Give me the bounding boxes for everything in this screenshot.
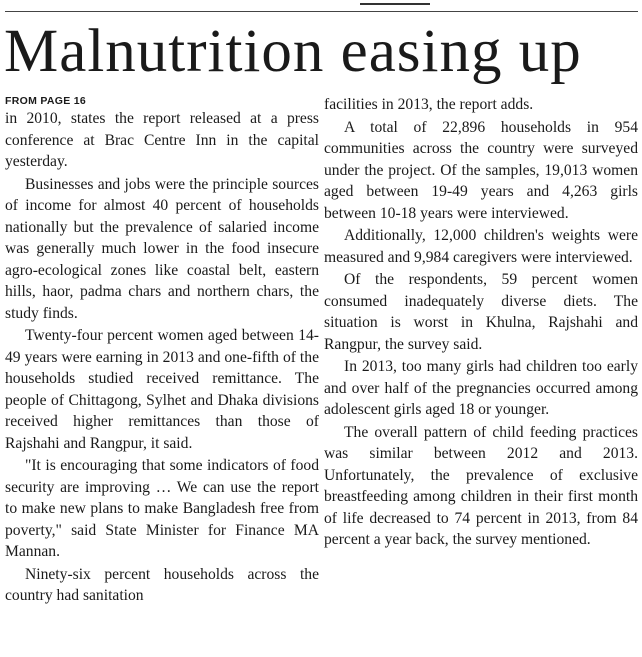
left-column [5, 94, 319, 607]
paragraph: Businesses and jobs were the principle sources of income for almost 40 percent of households nationally but the prevalence of salaried income was generally much lower in the food insecure agro-ecological zones like coastal belt, eastern hills, haor, padma chars and northern chars, the study finds. [5, 175, 319, 322]
top-rule [5, 11, 638, 12]
paragraph: Additionally, 12,000 children's weights were measured and 9,984 caregivers were interviewed. [324, 227, 638, 266]
paragraph: in 2010, states the report released at a press conference at Brac Centre Inn in the capital yesterday. [5, 110, 319, 170]
paragraph: In 2013, too many girls had children too early and over half of the pregnancies occurred among adolescent girls aged 18 or younger. [324, 358, 638, 418]
right-paragraphs [324, 94, 638, 551]
headline: Malnutrition easing up [4, 18, 582, 85]
right-column [324, 94, 638, 551]
jump-label: FROM PAGE 16 [5, 95, 87, 107]
paragraph: A total of 22,896 households in 954 communities across the country were surveyed under the project. Of the samples, 19,013 women aged between 19-49 years and 4,263 girls between 10-18 years were interviewed. [324, 118, 638, 222]
paragraph: Of the respondents, 59 percent women consumed inadequately diverse diets. The situation is worst in Khulna, Rajshahi and Rangpur, the survey said. [324, 271, 638, 353]
top-rule-mark [360, 0, 430, 5]
paragraph: facilities in 2013, the report adds. [324, 96, 534, 113]
paragraph: The overall pattern of child feeding practices was similar between 2012 and 2013. Unfortunately, the prevalence of exclusive breastfeeding among children in their first month of life decreased to 74 percent in 2013, from 84 percent a year back, the survey mentioned. [324, 423, 638, 548]
paragraph: "It is encouraging that some indicators of food security are improving … We can use the report to make new plans to make Bangladesh free from poverty," said State Minister for Finance MA Mannan. [5, 457, 319, 560]
paragraph: Twenty-four percent women aged between 14-49 years were earning in 2013 and one-fifth of the households studied received remittance. The people of Chittagong, Sylhet and Dhaka divisions received higher remittances than those of Rajshahi and Rangpur, it said. [5, 327, 319, 452]
left-paragraphs [5, 108, 319, 607]
paragraph: Ninety-six percent households across the country had sanitation [5, 565, 319, 604]
